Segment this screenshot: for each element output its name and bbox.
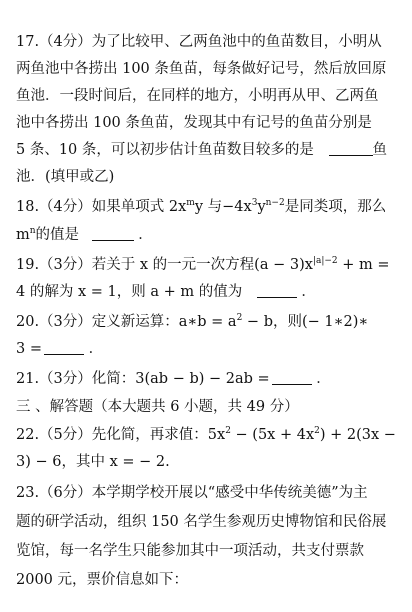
section-heading bbox=[16, 396, 406, 418]
q20-line-2 bbox=[16, 338, 406, 360]
q17-text-2: 两鱼池中各捞出 100 条鱼苗，每条做好记号，然后放回原 bbox=[16, 61, 387, 77]
q18-line-2 bbox=[16, 224, 406, 246]
q18-text-d: 是同类项，那么 bbox=[284, 199, 387, 215]
q19-text-a: 19.（3分）若关于 x 的一元一次方程(a − 3)x bbox=[16, 257, 313, 273]
q18-text-value: 的值是 bbox=[35, 227, 80, 243]
q21-text: 21.（3分）化简：3(ab − b) − 2ab = bbox=[16, 371, 270, 387]
q18-exp-3: 3 bbox=[251, 198, 258, 208]
q22-line-1 bbox=[16, 424, 406, 446]
q18-text-a: 18.（4分）如果单项式 2x bbox=[16, 199, 187, 215]
q22-exp-1: 2 bbox=[225, 426, 231, 436]
q18-exp-n2: n−2 bbox=[265, 198, 285, 208]
q21-line bbox=[16, 368, 406, 390]
q20-text-c: 3 = bbox=[16, 341, 42, 357]
q23-line-2 bbox=[16, 511, 406, 533]
q23-text-4: 2000 元，票价信息如下： bbox=[16, 572, 189, 588]
q19-line-2 bbox=[16, 281, 406, 303]
q17-text-6: 池．(填甲或乙) bbox=[16, 169, 115, 185]
q19-exp: |a|−2 bbox=[312, 256, 338, 266]
q23-text-3: 览馆，每一名学生只能参加其中一项活动，共支付票款 bbox=[16, 543, 364, 559]
answer-blank-20 bbox=[44, 340, 84, 355]
q19-period: ． bbox=[301, 284, 316, 300]
answer-blank-21 bbox=[272, 370, 312, 385]
q18-text-b: y 与−4x bbox=[194, 199, 252, 215]
q23-text-2: 题的研学活动，组织 150 名学生参观历史博物馆和民俗展 bbox=[16, 514, 387, 530]
q21-period: ． bbox=[316, 371, 331, 387]
q17-line-6 bbox=[16, 166, 406, 188]
q20-text-b: − b，则(− 1∗2)∗ bbox=[242, 314, 369, 330]
q17-line-5 bbox=[16, 139, 406, 161]
q18-line-1 bbox=[16, 196, 406, 218]
q18-exp-n: n bbox=[29, 226, 36, 236]
section-3-title: 三 、解答题（本大题共 6 小题，共 49 分） bbox=[16, 399, 299, 415]
q22-text-a: 22.（5分）先化简，再求值：5x bbox=[16, 427, 226, 443]
q20-line-1 bbox=[16, 311, 406, 333]
q23-line-1 bbox=[16, 482, 406, 504]
q20-text-a: 20.（3分）定义新运算：a∗b = a bbox=[16, 314, 237, 330]
q17-line-2 bbox=[16, 58, 406, 80]
q17-line-4 bbox=[16, 112, 406, 134]
q23-text-1: 23.（6分）本学期学校开展以“感受中华传统美德”为主 bbox=[16, 485, 368, 501]
answer-blank-17 bbox=[329, 141, 373, 156]
q20-exp: 2 bbox=[236, 313, 243, 323]
q20-period: ． bbox=[88, 341, 104, 357]
q23-line-3 bbox=[16, 540, 406, 562]
q19-text-b: + m = bbox=[337, 257, 390, 273]
answer-blank-19 bbox=[257, 283, 297, 298]
q17-text-3: 鱼池．一段时间后，在同样的地方，小明再从甲、乙两鱼 bbox=[16, 88, 379, 104]
q22-line-2 bbox=[16, 451, 406, 473]
q18-exp-m: m bbox=[186, 198, 195, 208]
q22-text-b: − (5x + 4x bbox=[230, 427, 315, 443]
q17-line-3 bbox=[16, 85, 406, 107]
answer-blank-18 bbox=[92, 226, 134, 241]
q17-line-1 bbox=[16, 31, 406, 53]
q22-text-d: 3) − 6，其中 x = − 2. bbox=[16, 454, 170, 470]
q18-text-c: y bbox=[257, 199, 266, 215]
q17-text-5b: 鱼 bbox=[372, 142, 388, 158]
q19-text-c: 4 的解为 x = 1，则 a + m 的值为 bbox=[16, 284, 243, 300]
q23-line-4 bbox=[16, 569, 406, 591]
q22-text-c: ) + 2(3x − bbox=[319, 427, 396, 443]
q18-period: ． bbox=[138, 227, 153, 243]
q22-exp-2: 2 bbox=[314, 426, 320, 436]
q17-text-1: 17.（4分）为了比较甲、乙两鱼池中的鱼苗数目，小明从 bbox=[16, 34, 382, 50]
q17-text-4: 池中各捞出 100 条鱼苗，发现其中有记号的鱼苗分别是 bbox=[16, 115, 372, 131]
q19-line-1 bbox=[16, 254, 406, 276]
q18-text-m: m bbox=[16, 227, 30, 243]
q17-text-5a: 5 条、10 条，可以初步估计鱼苗数目较多的是 bbox=[16, 142, 314, 158]
